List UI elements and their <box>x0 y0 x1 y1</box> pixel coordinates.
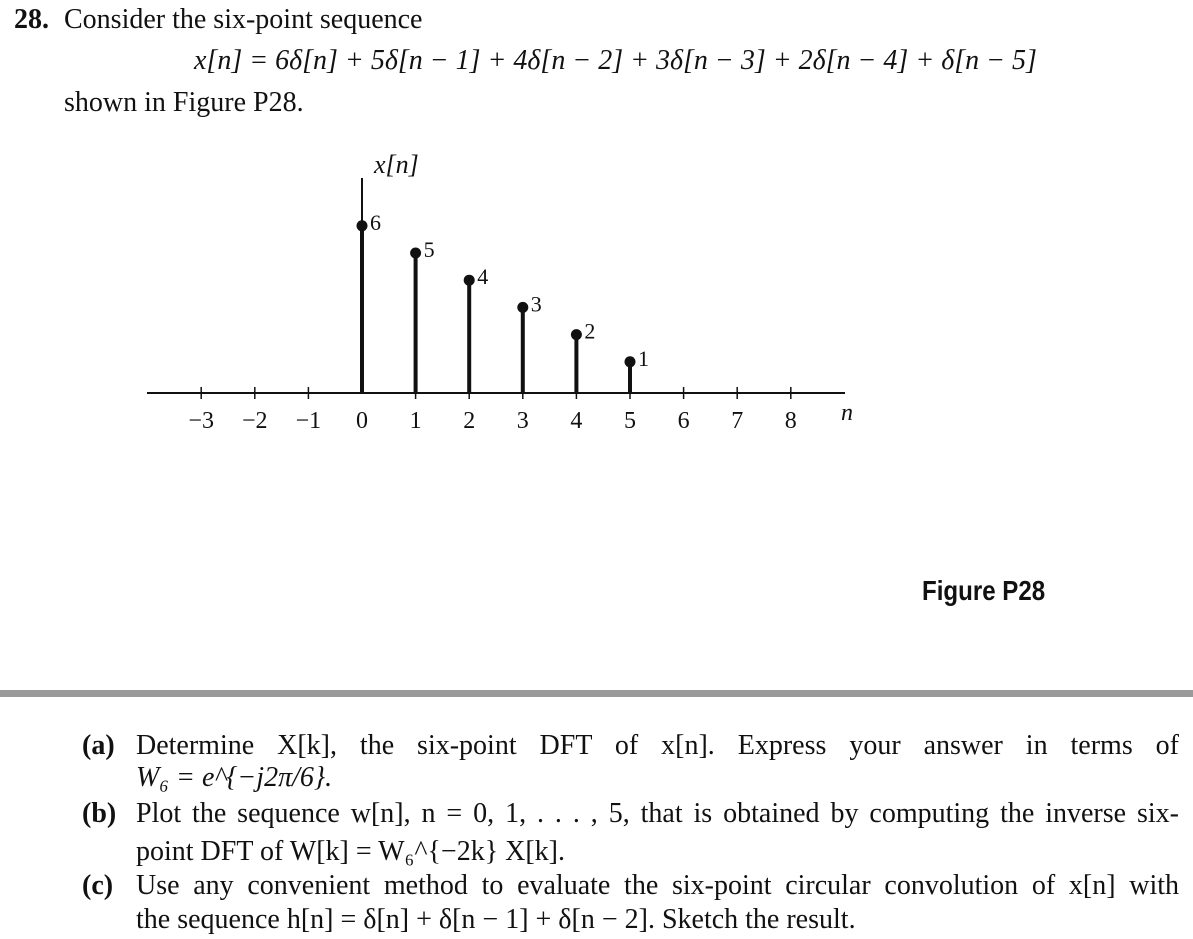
x-tick-label: −1 <box>295 408 322 434</box>
stem-value-label: 1 <box>638 345 649 371</box>
part-a-line2: W₆ = e^{−j2π/6}. <box>136 762 333 793</box>
x-ticks <box>188 387 796 434</box>
stem-value-label: 3 <box>530 291 542 317</box>
x-tick-label: 6 <box>677 408 690 434</box>
problem-number: 28. <box>14 4 49 35</box>
x-tick-label: −3 <box>188 408 214 434</box>
stem-value-label: 6 <box>370 209 381 235</box>
sequence-equation: x[n] = 6δ[n] + 5δ[n − 1] + 4δ[n − 2] + 3δ[n − 3] + 2δ[n − 4] + δ[n − 5] <box>194 45 1037 76</box>
x-tick-label: 3 <box>516 408 529 434</box>
part-c-label: (c) <box>82 870 114 901</box>
stem-marker <box>357 220 368 231</box>
x-tick-label: 0 <box>356 408 368 434</box>
part-c-line1: Use any convenient method to evaluate the six-point circular convolution of x[n] with <box>136 870 1179 901</box>
stems <box>357 210 650 393</box>
x-tick-label: −2 <box>242 408 268 434</box>
y-axis-label: x[n] <box>374 150 419 179</box>
x-tick-label: 2 <box>463 408 476 434</box>
stem-marker <box>464 275 475 286</box>
shown-in-text: shown in Figure P28. <box>64 87 304 118</box>
stem-marker <box>625 356 636 367</box>
x-axis-label: n <box>841 400 853 426</box>
stem-value-label: 4 <box>477 264 489 290</box>
part-a-line1: Determine X[k], the six-point DFT of x[n]. Express your answer in terms of <box>136 730 1179 761</box>
stem-value-label: 5 <box>423 237 435 262</box>
figure-caption: Figure P28 <box>922 575 1046 606</box>
part-a-label: (a) <box>82 730 115 761</box>
stem-value-label: 2 <box>584 318 596 344</box>
part-b-line1: Plot the sequence w[n], n = 0, 1, . . . , 5, that is obtained by computing the inverse six- <box>136 798 1179 829</box>
x-tick-label: 7 <box>731 408 744 434</box>
x-tick-label: 4 <box>570 408 583 434</box>
separator-rule <box>0 690 1193 697</box>
stem-marker <box>410 248 421 259</box>
stem-marker <box>517 302 528 313</box>
part-c-line2: the sequence h[n] = δ[n] + δ[n − 1] + δ[n − 2]. Sketch the result. <box>136 904 856 935</box>
x-tick-label: 1 <box>409 408 422 434</box>
part-b-line2: point DFT of W[k] = W₆^{−2k} X[k]. <box>136 836 565 867</box>
problem-intro: Consider the six-point sequence <box>64 4 423 35</box>
x-tick-label: 8 <box>784 408 797 434</box>
x-tick-label: 5 <box>624 408 636 434</box>
stem-marker <box>571 329 582 340</box>
part-b-label: (b) <box>82 798 117 829</box>
